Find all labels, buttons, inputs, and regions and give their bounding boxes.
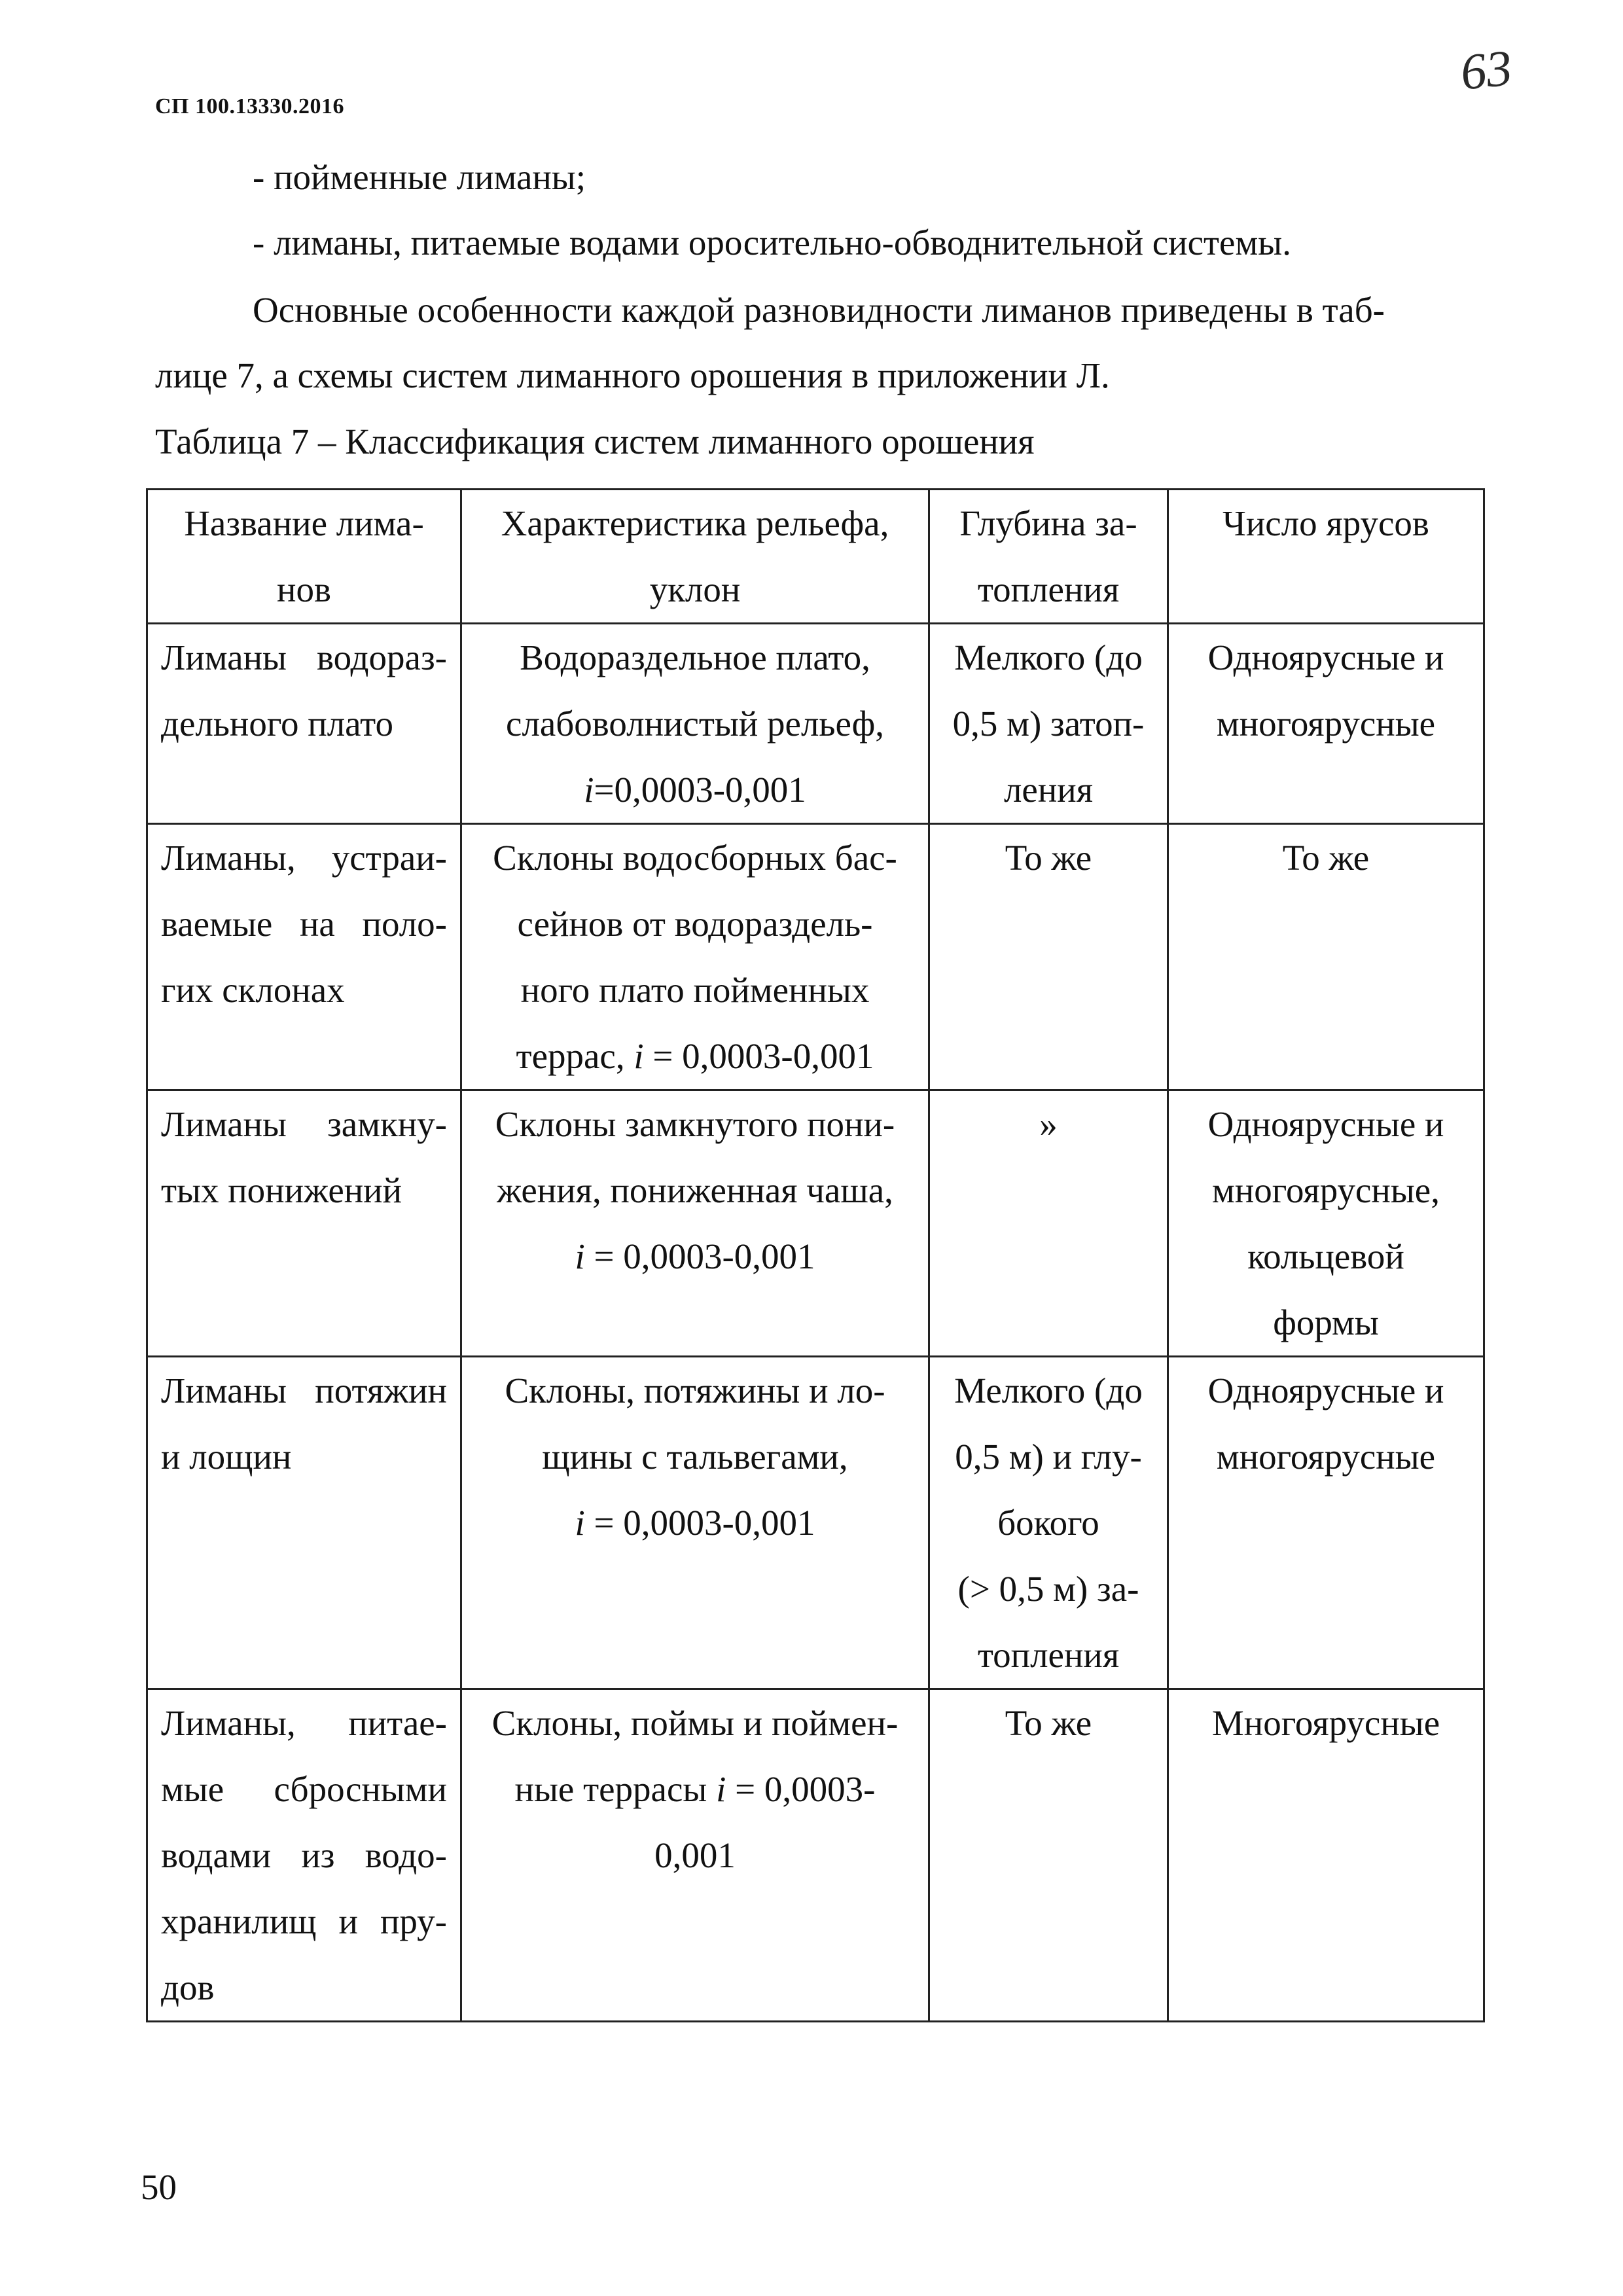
cell-relief	[461, 1090, 929, 1357]
cell-text-line: гих склонах	[161, 970, 345, 1010]
cell-text-line: Склоны замкнутого пони-	[495, 1104, 895, 1144]
cell-text-line: Лиманы потяжин	[161, 1371, 447, 1410]
cell-text-line: мые сбросными	[161, 1769, 447, 1809]
cell-text-line: ные террасы i = 0,0003-	[514, 1769, 876, 1809]
cell-text-line: 0,5 м) затоп-	[952, 704, 1145, 744]
cell-text-line: i=0,0003-0,001	[584, 770, 806, 810]
cell-text-line: дов	[161, 1967, 215, 2007]
list-item: - пойменные лиманы;	[253, 157, 586, 197]
cell-depth	[929, 490, 1168, 624]
cell-text-line: 0,001	[654, 1835, 736, 1875]
cell-depth	[929, 824, 1168, 1090]
table-row	[147, 1090, 1484, 1357]
paragraph-line: Основные особенности каждой разновидности лиманов приведены в таб-	[253, 290, 1385, 330]
cell-relief	[461, 1357, 929, 1689]
cell-text-line: То же	[1005, 838, 1092, 878]
handwritten-page-number: 63	[1457, 39, 1515, 101]
cell-text-line: Лиманы, устраи-	[161, 838, 447, 878]
paragraph-line: лице 7, а схемы систем лиманного орошения в приложении Л.	[155, 355, 1110, 395]
cell-text-line: и лощин	[161, 1437, 292, 1477]
cell-text-line: дельного плато	[161, 704, 393, 744]
cell-text-line: Характеристика рельефа,	[501, 503, 889, 543]
cell-name	[147, 824, 461, 1090]
cell-tiers	[1168, 490, 1484, 624]
cell-text-line: Лиманы водораз-	[161, 637, 447, 677]
cell-text-line: тых понижений	[161, 1170, 402, 1210]
cell-text-line: Склоны водосборных бас-	[493, 838, 897, 878]
cell-tiers	[1168, 624, 1484, 824]
cell-text-line: Одноярусные и	[1207, 637, 1444, 677]
cell-relief	[461, 490, 929, 624]
cell-text-line: топления	[977, 1635, 1120, 1675]
cell-depth	[929, 1689, 1168, 2022]
cell-text-line: нов	[277, 569, 331, 609]
cell-name	[147, 1357, 461, 1689]
cell-text-line: Многоярусные	[1211, 1703, 1440, 1743]
cell-text-line: i = 0,0003-0,001	[575, 1236, 815, 1276]
cell-text-line: многоярусные	[1216, 704, 1436, 744]
cell-text-line: Число ярусов	[1222, 503, 1429, 543]
cell-text-line: ного плато пойменных	[520, 970, 870, 1010]
cell-text-line: кольцевой	[1247, 1236, 1404, 1276]
cell-text-line: Глубина за-	[959, 503, 1137, 543]
cell-text-line: сейнов от водораздель-	[517, 904, 873, 944]
cell-text-line: Одноярусные и	[1207, 1104, 1444, 1144]
cell-text-line: Мелкого (до	[954, 1371, 1143, 1410]
table-row	[147, 824, 1484, 1090]
cell-name	[147, 1090, 461, 1357]
cell-tiers	[1168, 1357, 1484, 1689]
table-header-row	[147, 490, 1484, 624]
cell-tiers	[1168, 1689, 1484, 2022]
cell-text-line: Склоны, потяжины и ло-	[505, 1371, 885, 1410]
table-row	[147, 624, 1484, 824]
cell-depth	[929, 1090, 1168, 1357]
list-item: - лиманы, питаемые водами оросительно-обводнительной системы.	[253, 223, 1291, 262]
cell-depth	[929, 1357, 1168, 1689]
cell-tiers	[1168, 1090, 1484, 1357]
cell-text-line: хранилищ и пру-	[161, 1901, 447, 1941]
cell-text-line: То же	[1005, 1703, 1092, 1743]
cell-text-line: i = 0,0003-0,001	[575, 1503, 815, 1543]
cell-name	[147, 1689, 461, 2022]
cell-text-line: Одноярусные и	[1207, 1371, 1444, 1410]
cell-tiers	[1168, 824, 1484, 1090]
cell-text-line: Склоны, поймы и поймен-	[491, 1703, 899, 1743]
cell-text-line: Мелкого (до	[954, 637, 1143, 677]
cell-text-line: многоярусные	[1216, 1437, 1436, 1477]
cell-text-line: ваемые на поло-	[161, 904, 447, 944]
cell-name	[147, 624, 461, 824]
cell-name	[147, 490, 461, 624]
cell-text-line: многоярусные,	[1212, 1170, 1440, 1210]
cell-text-line: Название лима-	[184, 503, 424, 543]
cell-depth	[929, 624, 1168, 824]
cell-relief	[461, 1689, 929, 2022]
page-number: 50	[141, 2167, 177, 2207]
cell-text-line: То же	[1282, 838, 1370, 878]
cell-text-line: уклон	[649, 569, 741, 609]
cell-text-line: формы	[1273, 1302, 1379, 1342]
cell-text-line: бокого	[997, 1503, 1099, 1543]
classification-table	[146, 488, 1485, 2022]
document-code: СП 100.13330.2016	[155, 94, 344, 118]
cell-text-line: топления	[977, 569, 1120, 609]
cell-text-line: (> 0,5 м) за-	[957, 1569, 1139, 1609]
cell-text-line: Водораздельное плато,	[520, 637, 870, 677]
cell-text-line: Лиманы замкну-	[161, 1104, 447, 1144]
cell-text-line: слабоволнистый рельеф,	[506, 704, 884, 744]
cell-text-line: щины с тальвегами,	[542, 1437, 848, 1477]
table-row	[147, 1689, 1484, 2022]
cell-text-line: жения, пониженная чаша,	[497, 1170, 893, 1210]
cell-relief	[461, 824, 929, 1090]
table-row	[147, 1357, 1484, 1689]
cell-text-line: террас, i = 0,0003-0,001	[516, 1036, 874, 1076]
cell-text-line: Лиманы, питае-	[161, 1703, 447, 1743]
table-body	[147, 490, 1484, 2022]
cell-relief	[461, 624, 929, 824]
cell-text-line: 0,5 м) и глу-	[955, 1437, 1142, 1477]
cell-text-line: »	[1039, 1104, 1058, 1144]
cell-text-line: водами из водо-	[161, 1835, 447, 1875]
cell-text-line: ления	[1003, 770, 1094, 810]
table-caption: Таблица 7 – Классификация систем лиманного орошения	[155, 422, 1035, 461]
